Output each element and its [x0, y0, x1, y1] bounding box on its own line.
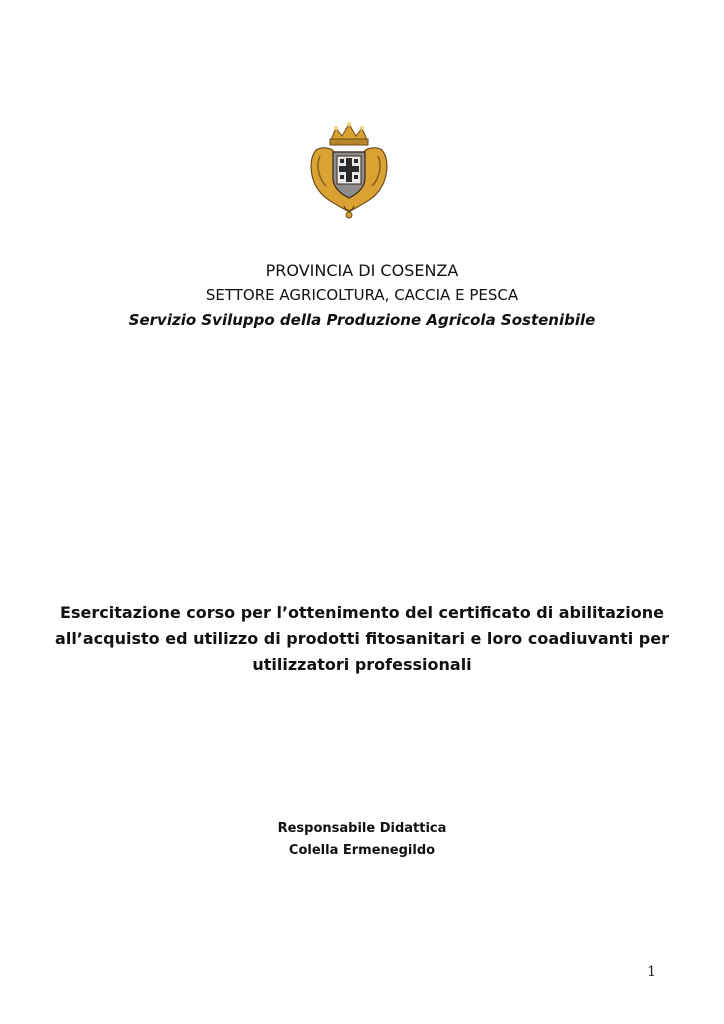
header-sector: SETTORE AGRICOLTURA, CACCIA E PESCA: [205, 286, 519, 304]
header-province: PROVINCIA DI COSENZA: [265, 261, 459, 280]
coat-of-arms-icon: [306, 120, 392, 220]
title-line-2: all’acquisto ed utilizzo di prodotti fitosanitari e loro coadiuvanti per: [55, 629, 669, 648]
header-block: [0, 258, 724, 333]
responsible-role: Responsabile Didattica: [277, 821, 447, 836]
header-service: Servizio Sviluppo della Produzione Agricola Sostenibile: [128, 311, 596, 329]
responsible-name: Colella Ermenegildo: [288, 843, 436, 858]
title-line-1: Esercitazione corso per l’ottenimento del certificato di abilitazione: [60, 603, 664, 622]
title-line-3: utilizzatori professionali: [252, 655, 472, 674]
document-title: [50, 600, 674, 678]
page-number: 1: [647, 964, 656, 980]
responsible-block: [0, 818, 724, 862]
